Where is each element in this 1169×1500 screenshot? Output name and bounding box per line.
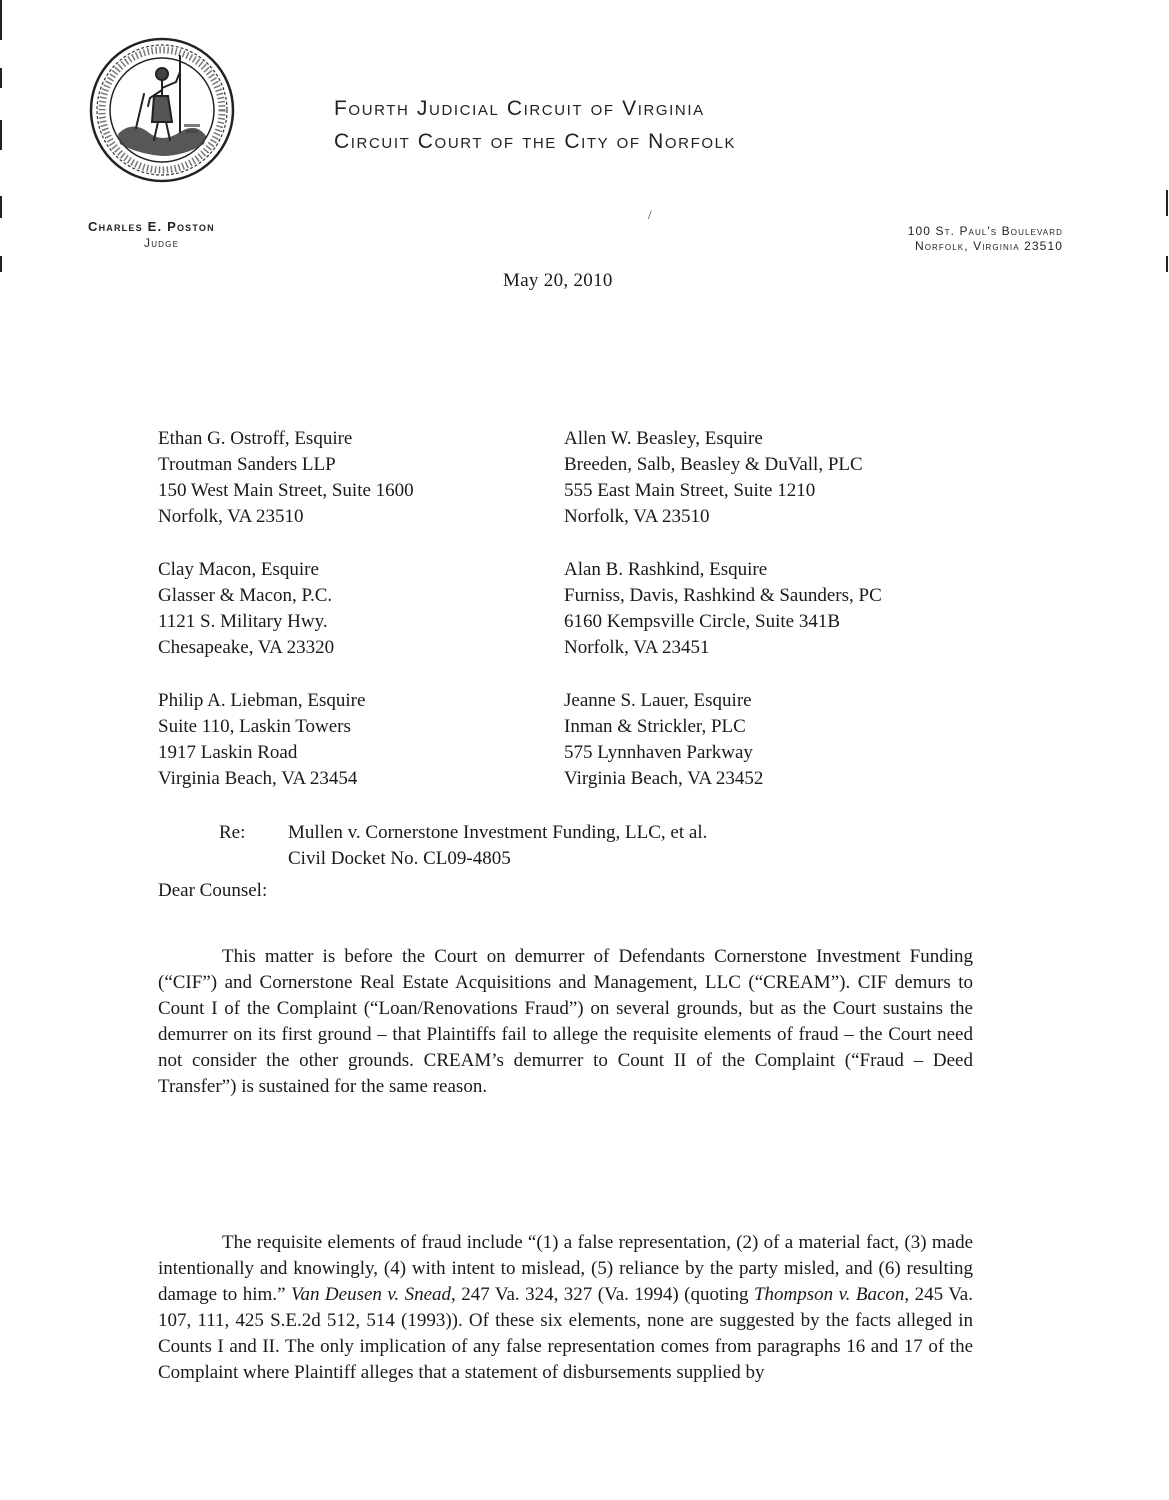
- letter-date: May 20, 2010: [503, 270, 613, 291]
- addressee-block: [158, 557, 334, 661]
- addressee-firm: Troutman Sanders LLP: [158, 454, 336, 475]
- paragraph-text: , 247 Va. 324, 327 (Va. 1994) (quoting: [451, 1284, 754, 1305]
- scan-margin-mark: [1166, 190, 1168, 216]
- body-paragraph: This matter is before the Court on demurrer of Defendants Cornerstone Investment Funding (“CIF”) and Cornerstone Real Estate Acquisitions and Management, LLC (“CREAM”). CIF demurs to Count I of the Complaint (“Loan/Renovations Fraud”) on several grounds, but as the Court sustains the demurrer on its first ground – that Plaintiffs fail to allege the requisite elements of fraud – the Court need not consider the other grounds. CREAM’s demurrer to Count II of the Complaint (“Fraud – Deed Transfer”) is sustained for the same reason.: [158, 946, 973, 1097]
- scan-margin-mark: [0, 120, 2, 150]
- scan-margin-mark: [0, 0, 2, 40]
- court-address-line-1: 100 St. Paul's Boulevard: [907, 224, 1063, 238]
- addressee-street: 150 West Main Street, Suite 1600: [158, 480, 414, 501]
- addressee-street: 575 Lynnhaven Parkway: [564, 742, 753, 763]
- addressee-street: 1917 Laskin Road: [158, 742, 298, 763]
- addressee-block: [564, 557, 882, 661]
- addressee-name: Clay Macon, Esquire: [158, 559, 319, 580]
- addressee-block: [158, 426, 414, 530]
- addressee-city: Chesapeake, VA 23320: [158, 637, 335, 658]
- addressee-firm: Furniss, Davis, Rashkind & Saunders, PC: [564, 585, 882, 606]
- addressee-name: Jeanne S. Lauer, Esquire: [564, 690, 752, 711]
- body-paragraph: [158, 1230, 973, 1386]
- case-citation: Van Deusen v. Snead: [290, 1284, 452, 1305]
- case-caption: Mullen v. Cornerstone Investment Funding, LLC, et al.: [288, 822, 708, 843]
- scan-margin-mark: [0, 68, 2, 88]
- addressee-block: [158, 688, 365, 792]
- addressee-block: [564, 426, 863, 530]
- addressee-name: Ethan G. Ostroff, Esquire: [158, 428, 353, 449]
- salutation: Dear Counsel:: [158, 880, 268, 901]
- judge-title: Judge: [144, 236, 180, 250]
- addressee-name: Allen W. Beasley, Esquire: [564, 428, 763, 449]
- addressee-street: 6160 Kempsville Circle, Suite 341B: [564, 611, 841, 632]
- addressee-block: [564, 688, 763, 792]
- court-address: [908, 224, 1063, 254]
- addressee-firm: Glasser & Macon, P.C.: [158, 585, 333, 606]
- court-title: [334, 92, 894, 158]
- addressee-street: 1121 S. Military Hwy.: [158, 611, 328, 632]
- virginia-seal-icon: [88, 36, 236, 184]
- paragraph-text: The requisite elements of fraud include “(1) a false representation, (2) of a material fact, (3) made intentionally and knowingly, (4) with intent to mislead, (5) reliance by the party misled, and (6) resulting damage to him.”: [158, 1232, 973, 1305]
- case-citation: Thompson v. Bacon: [753, 1284, 905, 1305]
- addressee-firm: Breeden, Salb, Beasley & DuVall, PLC: [564, 454, 863, 475]
- paragraph-text: , 245 Va. 107, 111, 425 S.E.2d 512, 514 (1993)). Of these six elements, none are suggested by the facts alleged in Counts I and II. The only implication of any false representation comes from paragraphs 16 and 17 of the Complaint where Plaintiff alleges that a statement of disbursements supplied by: [158, 1284, 973, 1383]
- addressee-city: Norfolk, VA 23510: [158, 506, 304, 527]
- court-name-line-2: Circuit Court of the City of Norfolk: [334, 130, 737, 153]
- court-name-line-1: Fourth Judicial Circuit of Virginia: [334, 97, 705, 120]
- addressee-street: 555 East Main Street, Suite 1210: [564, 480, 816, 501]
- addressee-city: Norfolk, VA 23510: [564, 506, 710, 527]
- addressee-firm: Suite 110, Laskin Towers: [158, 716, 351, 737]
- addressee-city: Virginia Beach, VA 23454: [158, 768, 358, 789]
- scan-margin-mark: [0, 196, 2, 218]
- docket-number: Civil Docket No. CL09-4805: [288, 848, 511, 869]
- scan-mark: /: [648, 207, 652, 222]
- addressee-name: Philip A. Liebman, Esquire: [158, 690, 366, 711]
- addressee-name: Alan B. Rashkind, Esquire: [564, 559, 768, 580]
- scan-margin-mark: [1166, 256, 1168, 272]
- court-address-line-2: Norfolk, Virginia 23510: [914, 239, 1063, 253]
- re-label: Re:: [219, 822, 246, 843]
- judge-name: Charles E. Poston: [88, 219, 215, 234]
- addressee-city: Virginia Beach, VA 23452: [564, 768, 764, 789]
- judge-block: [88, 218, 288, 252]
- scan-margin-mark: [0, 256, 2, 272]
- addressee-firm: Inman & Strickler, PLC: [564, 716, 746, 737]
- addressee-city: Norfolk, VA 23451: [564, 637, 710, 658]
